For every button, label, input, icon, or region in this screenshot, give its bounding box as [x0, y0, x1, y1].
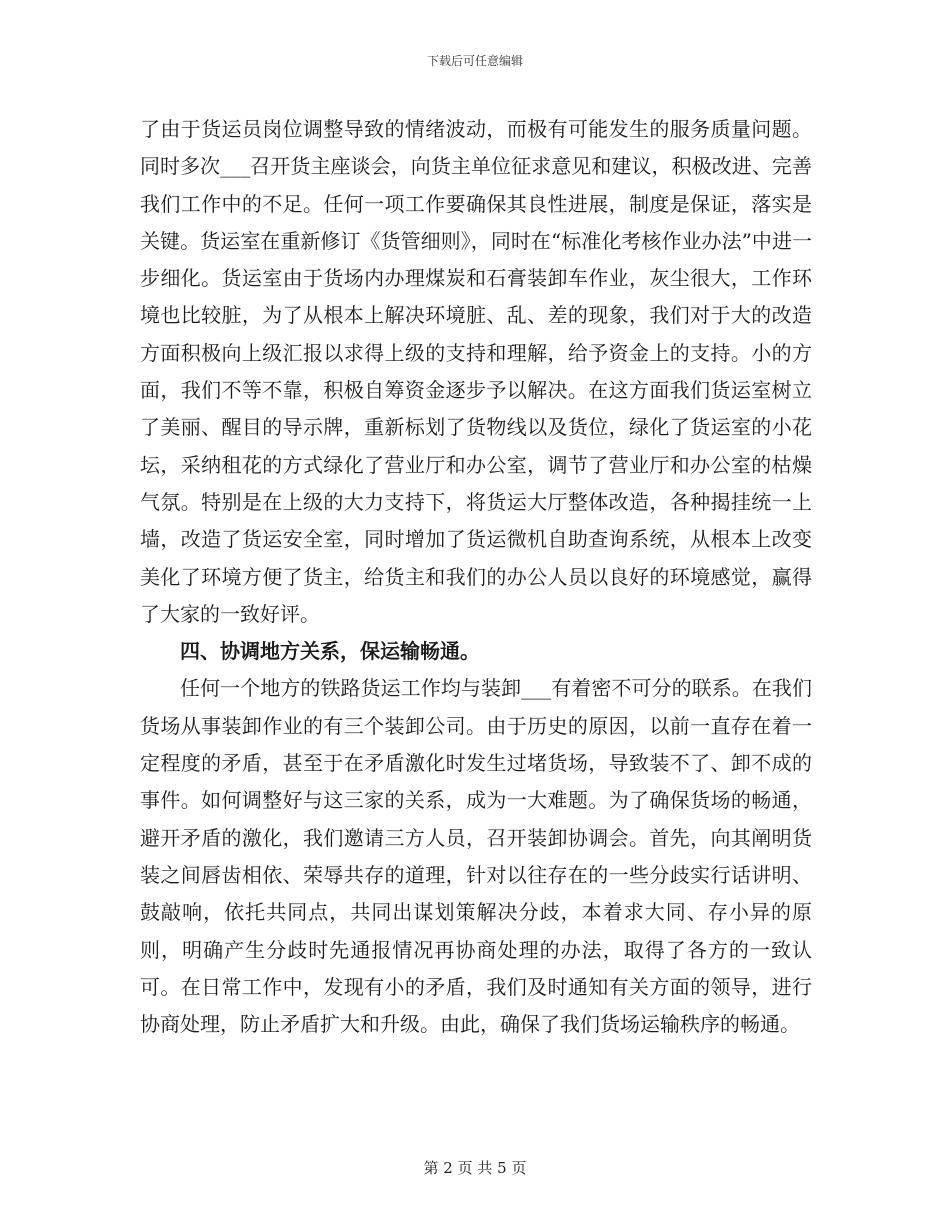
- page-header-note: 下载后可任意编辑: [426, 54, 523, 68]
- paragraph-continued: 了由于货运员岗位调整导致的情绪波动，而极有可能发生的服务质量问题。同时多次___召开货主座谈会，向货主单位征求意见和建议，积极改进、完善我们工作中的不足。任何一项工作要确保其良性进展，制度是保证，落实是关键。货运室在重新修订《货管细则》，同时在“标准化考核作业办法”中进一步细化。货运室由于货场内办理煤炭和石膏装卸车作业，灰尘很大，工作环境也比较脏，为了从根本上解决环境脏、乱、差的现象，我们对于大的改造方面积极向上级汇报以求得上级的支持和理解，给予资金上的支持。小的方面，我们不等不靠，积极自筹资金逐步予以解决。在这方面我们货运室树立了美丽、醒目的导示牌，重新标划了货物线以及货位，绿化了货运室的小花坛，采纳租花的方式绿化了营业厅和办公室，调节了营业厅和办公室的枯燥气氛。特别是在上级的大力支持下，将货运大厅整体改造，各种揭挂统一上墙，改造了货运安全室，同时增加了货运微机自助查询系统，从根本上改变美化了环境方便了货主，给货主和我们的办公人员以良好的环境感觉，赢得了大家的一致好评。: [140, 117, 812, 626]
- section-heading-4: 四、协调地方关系，保运输畅通。: [180, 639, 480, 664]
- document-body: [140, 111, 812, 1043]
- page-number-footer: 第 2 页 共 5 页: [423, 1159, 527, 1177]
- paragraph-section-4: 任何一个地方的铁路货运工作均与装卸___有着密不可分的联系。在我们货场从事装卸作业的有三个装卸公司。由于历史的原因，以前一直存在着一定程度的矛盾，甚至于在矛盾激化时发生过堵货场，导致装不了、卸不成的事件。如何调整好与这三家的关系，成为一大难题。为了确保货场的畅通，避开矛盾的激化，我们邀请三方人员，召开装卸协调会。首先，向其阐明货装之间唇齿相依、荣辱共存的道理，针对以往存在的一些分歧实行话讲明、鼓敲响，依托共同点，共同出谋划策解决分歧，本着求大同、存小异的原则，明确产生分歧时先通报情况再协商处理的办法，取得了各方的一致认可。在日常工作中，发现有小的矛盾，我们及时通知有关方面的领导，进行协商处理，防止矛盾扩大和升级。由此，确保了我们货场运输秩序的畅通。: [140, 676, 812, 1037]
